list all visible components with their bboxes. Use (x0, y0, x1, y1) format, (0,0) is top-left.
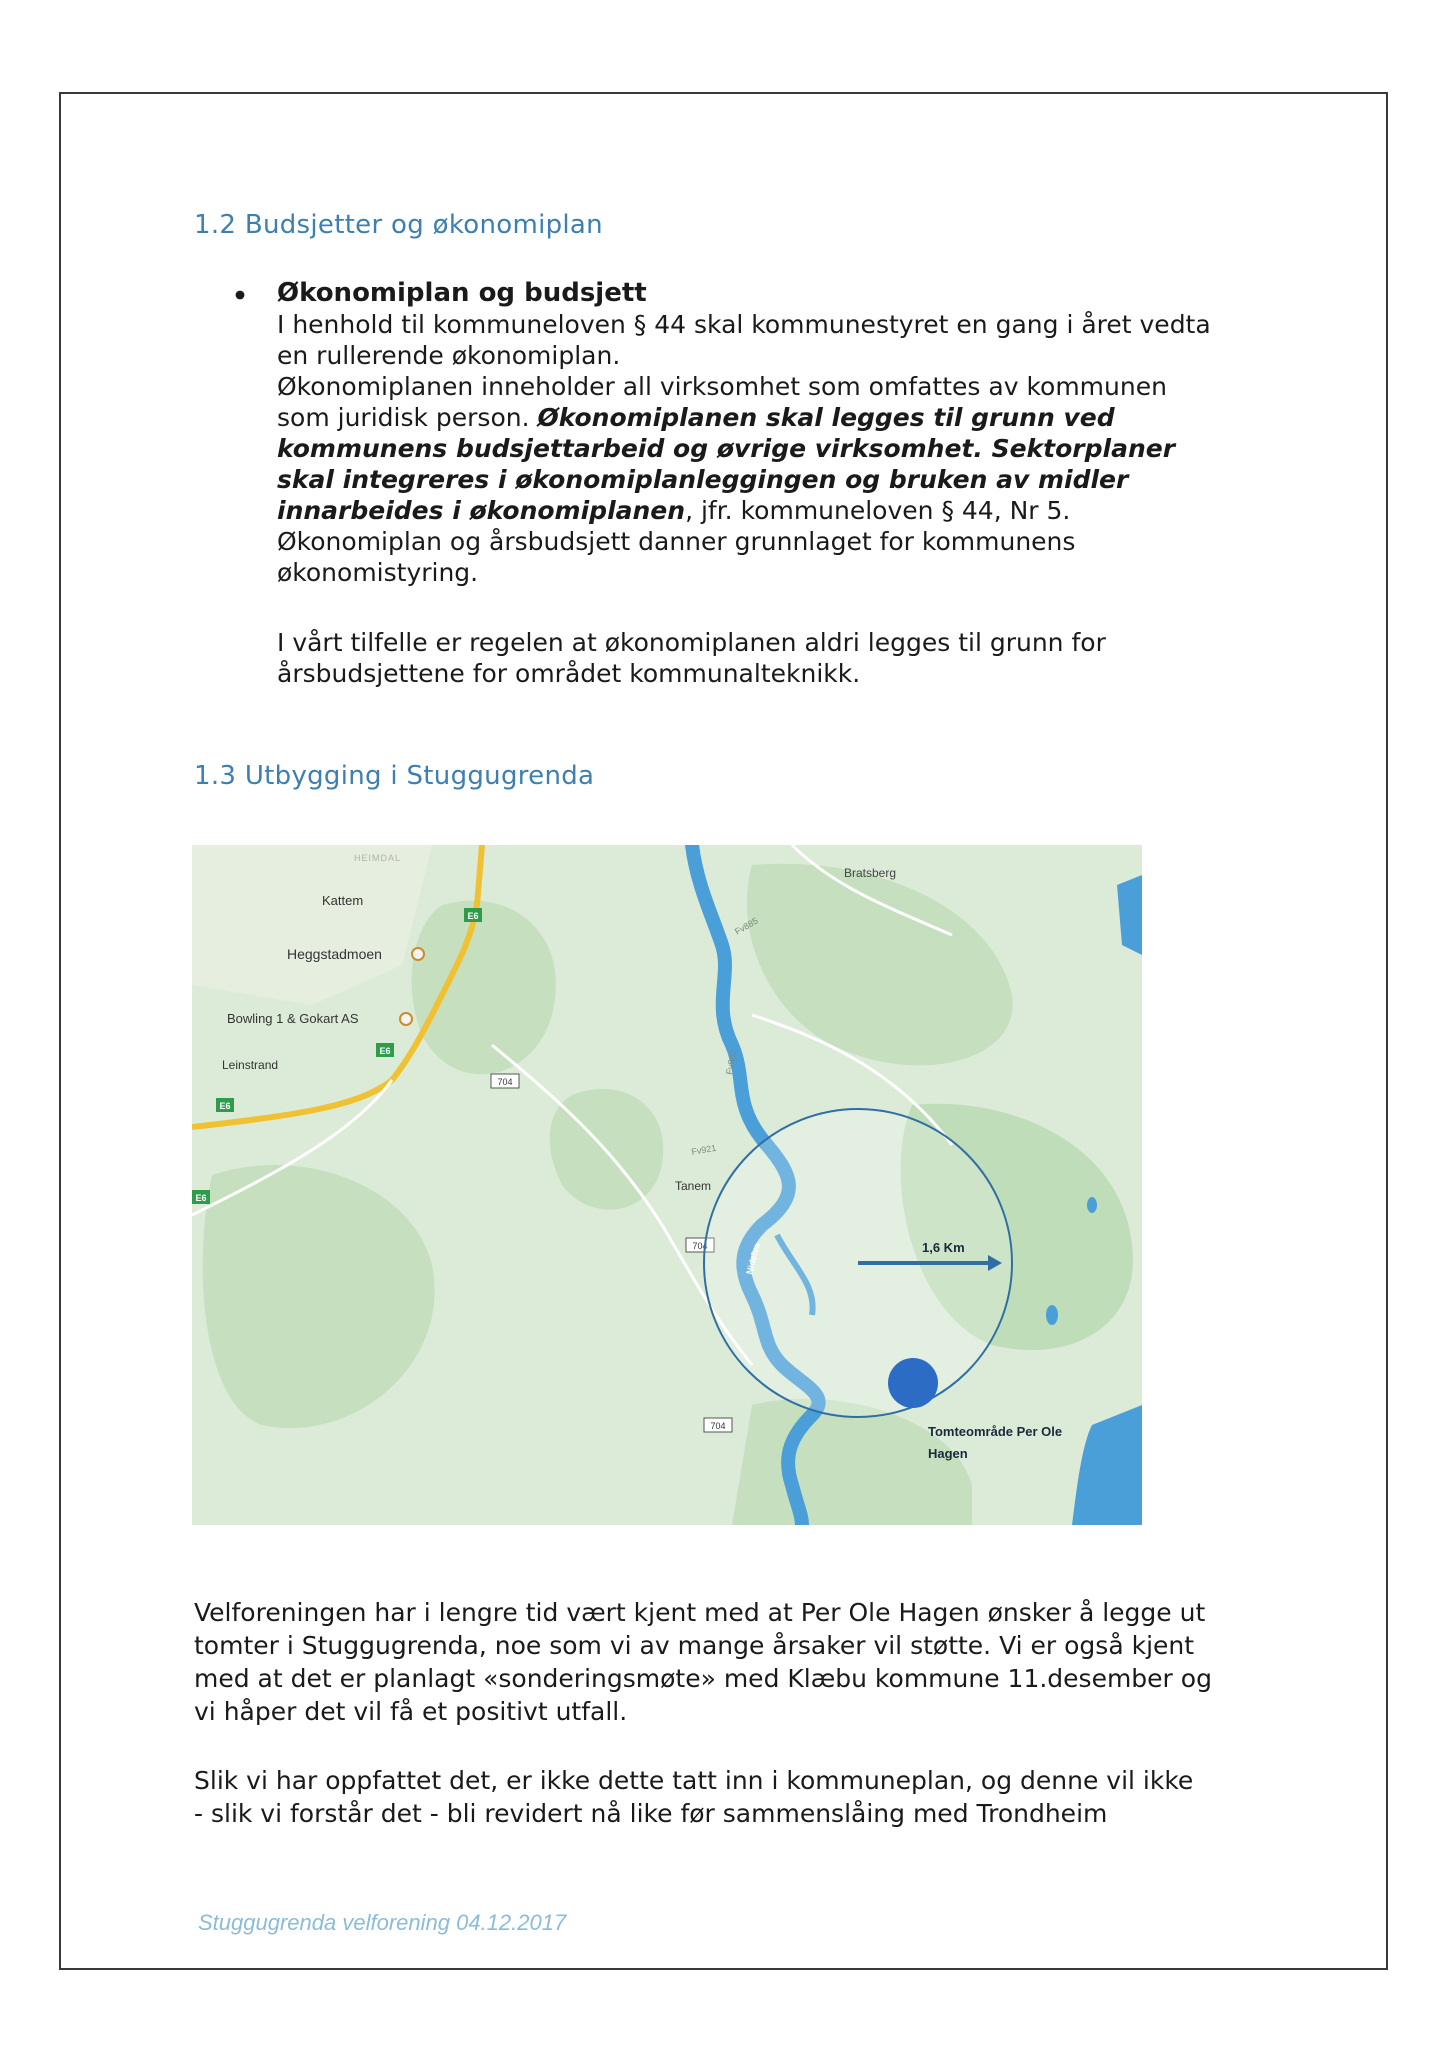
text-line: Økonomiplanen inneholder all virksomhet som omfattes av kommunen (277, 372, 1167, 401)
paragraph-oppfattet (194, 1764, 1193, 1830)
bullet-dot (236, 291, 245, 300)
map-svg (192, 845, 1142, 1525)
pond (1046, 1305, 1058, 1325)
place-bowling: Bowling 1 & Gokart AS (227, 1011, 359, 1026)
text-line (277, 402, 1211, 433)
text-line: I henhold til kommuneloven § 44 skal kommunestyret en gang i året vedta (277, 310, 1211, 339)
text-plain: , jfr. kommuneloven § 44, Nr 5. (685, 496, 1071, 525)
paragraph-velforeningen (194, 1596, 1212, 1728)
section-title-budsjetter: 1.2 Budsjetter og økonomiplan (194, 210, 603, 240)
e6-label: E6 (467, 911, 479, 921)
text-plain: som juridisk person. (277, 403, 538, 432)
text-line: økonomistyring. (277, 558, 479, 587)
pond (1087, 1197, 1097, 1213)
paragraph-tilfelle (277, 627, 1106, 689)
e6-label: E6 (219, 1101, 231, 1111)
map-image (192, 845, 1142, 1525)
route-704-label: 704 (497, 1077, 513, 1087)
route-704-label: 704 (710, 1421, 726, 1431)
footer-text: Stuggugrenda velforening 04.12.2017 (198, 1910, 567, 1935)
site-marker (888, 1358, 938, 1408)
road-label: Fv885 (733, 915, 760, 937)
place-bratsberg: Bratsberg (844, 866, 897, 880)
text-line: - slik vi forstår det - bli revidert nå like før sammenslåing med Trondheim (194, 1799, 1108, 1828)
river-label: Nidelva (744, 1242, 763, 1276)
text-emphasis: kommunens budsjettarbeid og øvrige virksomhet. Sektorplaner (277, 434, 1176, 463)
text-line (277, 495, 1211, 526)
text-line: årsbudsjettene for området kommunalteknikk. (277, 659, 861, 688)
road-label: Fv921 (690, 1142, 717, 1157)
text-emphasis: innarbeides i økonomiplanen (277, 496, 686, 525)
text-line: Velforeningen har i lengre tid vært kjent med at Per Ole Hagen ønsker å legge ut (194, 1598, 1206, 1627)
bullet-content (277, 278, 1211, 588)
text-emphasis: skal integreres i økonomiplanleggingen og bruken av midler (277, 465, 1129, 494)
route-704-label: 704 (692, 1241, 708, 1251)
text-line: med at det er planlagt «sonderingsmøte» med Klæbu kommune 11.desember og (194, 1664, 1212, 1693)
text-line: tomter i Stuggugrenda, noe som vi av mange årsaker vil støtte. Vi er også kjent (194, 1631, 1195, 1660)
poi-icon (400, 1013, 412, 1025)
poi-icon (412, 948, 424, 960)
radius-label: 1,6 Km (922, 1240, 965, 1255)
site-label-line2: Hagen (928, 1446, 968, 1461)
section-title-utbygging: 1.3 Utbygging i Stuggugrenda (194, 761, 595, 791)
e6-label: E6 (379, 1046, 391, 1056)
road-label: Fv902 (724, 1048, 739, 1076)
text-line: Slik vi har oppfattet det, er ikke dette tatt inn i kommuneplan, og denne vil ikke (194, 1766, 1194, 1795)
forest-patch (412, 901, 556, 1075)
bullet-heading: Økonomiplan og budsjett (277, 278, 647, 308)
text-line: en rullerende økonomiplan. (277, 341, 621, 370)
text-line: I vårt tilfelle er regelen at økonomiplanen aldri legges til grunn for (277, 628, 1106, 657)
place-leinstrand: Leinstrand (222, 1058, 279, 1072)
place-heggstadmoen: Heggstadmoen (287, 946, 382, 962)
text-line: Økonomiplan og årsbudsjett danner grunnlaget for kommunens (277, 527, 1076, 556)
place-tanem: Tanem (675, 1179, 712, 1193)
text-line: vi håper det vil få et positivt utfall. (194, 1697, 628, 1726)
place-heimdal: HEIMDAL (354, 853, 402, 863)
text-emphasis: Økonomiplanen skal legges til grunn ved (537, 403, 1115, 432)
place-kattem: Kattem (322, 893, 364, 908)
site-label-line1: Tomteområde Per Ole (928, 1424, 1063, 1439)
e6-label: E6 (195, 1193, 207, 1203)
